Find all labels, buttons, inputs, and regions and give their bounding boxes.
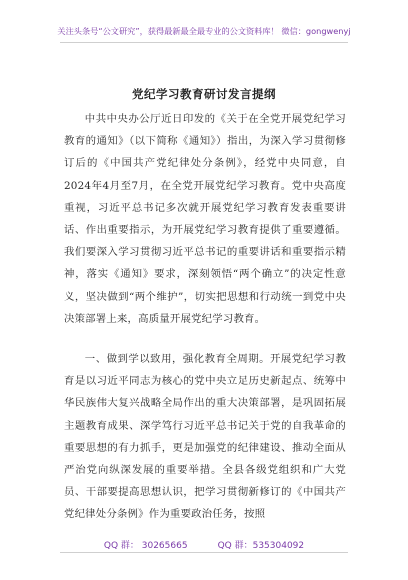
paragraph-section-1: 一、做到学以致用，强化教育全周期。开展党纪学习教育是以习近平同志为核心的党中央立足历史新起点、统筹中华民族伟大复兴战略全局作出的重大决策部署，是巩固拓展主题教育成果、深学笃行习近平总书记关于党的自我革命的重要思想的有力抓手，更是加强党的纪律建设、推动全面从严治党向纵深发展的重要举措。全县各级党组织和广大党员、干部要提高思想认识，把学习贯彻新修订的《中国共产党纪律处分条例》作为重要政治任务，按照 <box>64 353 346 521</box>
document-title: 党纪学习教育研讨发言提纲 <box>132 87 276 101</box>
document-body <box>64 108 346 526</box>
page-header-banner: 关注头条号“公文研究”，获得最新最全最专业的公文资料库！ 微信：gongwenyj <box>57 26 351 36</box>
header-divider <box>60 42 348 43</box>
footer-qq-group-2: QQ 群：535304092 <box>217 541 305 551</box>
footer-qq-group-1: QQ 群： 30265665 <box>103 541 188 551</box>
paragraph-intro: 中共中央办公厅近日印发的《关于在全党开展党纪学习教育的通知》（以下简称《通知》）指出，为深入学习贯彻修订后的《中国共产党纪律处分条例》，经党中央同意，自2024年4月至7月，在全党开展党纪学习教育。党中央高度重视，习近平总书记多次就开展党纪学习教育发表重要讲话、作出重要指示，为开展党纪学习教育提供了重要遵循。我们要深入学习贯彻习近平总书记的重要讲话和重要指示精神，落实《通知》要求，深刻领悟“两个确立”的决定性意义，坚决做到“两个维护”，切实把思想和行动统一到党中央决策部署上来，高质量开展党纪学习教育。 <box>64 113 346 325</box>
page-footer <box>0 538 408 551</box>
footer-divider <box>60 552 348 553</box>
